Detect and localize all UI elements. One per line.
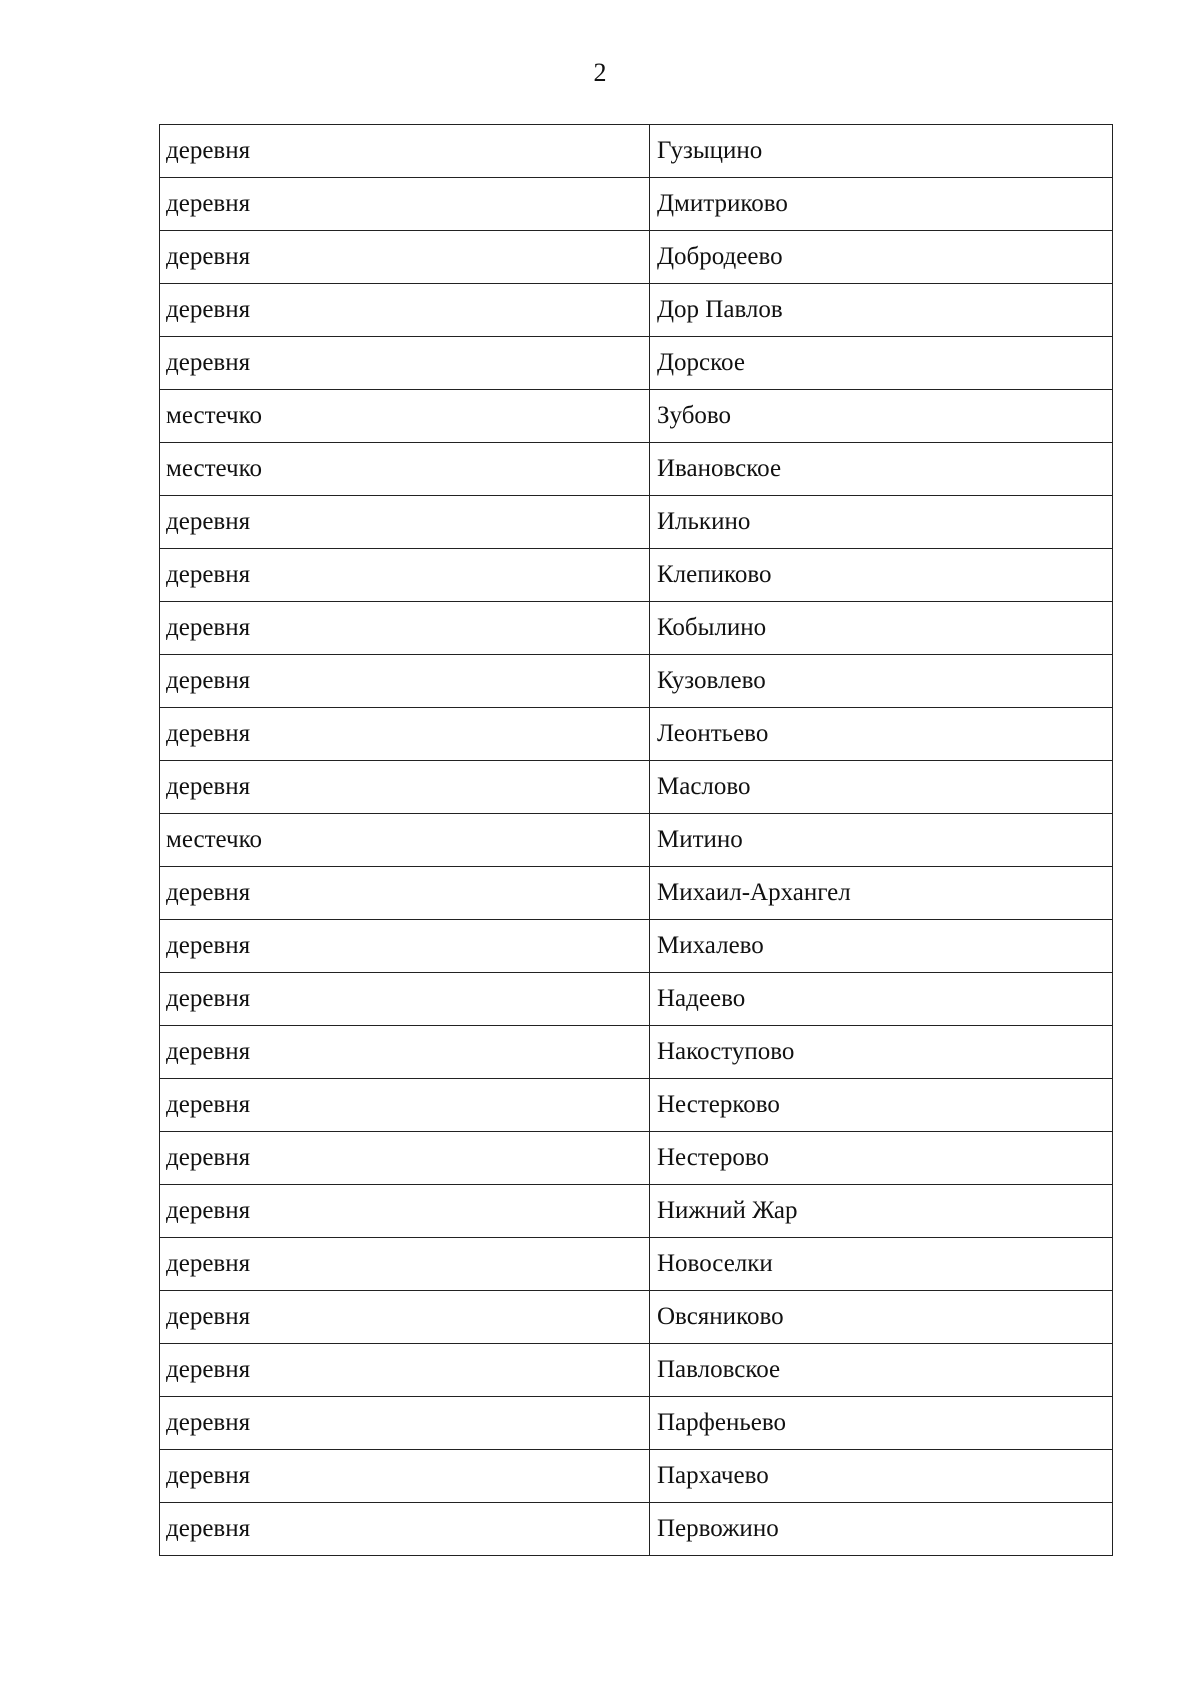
settlement-type-cell: деревня: [160, 1397, 650, 1450]
table-row: [160, 973, 1113, 1026]
settlement-name-cell: Накоступово: [650, 1026, 1113, 1079]
table-row: [160, 178, 1113, 231]
settlement-name-cell: Дорское: [650, 337, 1113, 390]
settlement-name-cell: Леонтьево: [650, 708, 1113, 761]
table-row: [160, 1238, 1113, 1291]
settlement-type-cell: деревня: [160, 231, 650, 284]
settlement-name-cell: Михаил-Архангел: [650, 867, 1113, 920]
settlements-table-body: [160, 125, 1113, 1556]
settlement-type-cell: деревня: [160, 1450, 650, 1503]
settlement-type-cell: местечко: [160, 443, 650, 496]
settlement-name-cell: Новоселки: [650, 1238, 1113, 1291]
settlement-name-cell: Михалево: [650, 920, 1113, 973]
table-row: [160, 1450, 1113, 1503]
table-row: [160, 1503, 1113, 1556]
table-row: [160, 602, 1113, 655]
settlements-table: [159, 124, 1113, 1556]
table-row: [160, 920, 1113, 973]
settlement-type-cell: деревня: [160, 920, 650, 973]
settlement-type-cell: местечко: [160, 814, 650, 867]
settlement-type-cell: деревня: [160, 284, 650, 337]
settlement-type-cell: деревня: [160, 602, 650, 655]
table-row: [160, 1291, 1113, 1344]
table-row: [160, 284, 1113, 337]
settlement-type-cell: деревня: [160, 1344, 650, 1397]
table-row: [160, 1026, 1113, 1079]
settlement-type-cell: деревня: [160, 496, 650, 549]
settlement-name-cell: Нестерово: [650, 1132, 1113, 1185]
table-row: [160, 390, 1113, 443]
settlement-type-cell: деревня: [160, 867, 650, 920]
settlement-type-cell: деревня: [160, 1185, 650, 1238]
page-number: 2: [593, 58, 607, 87]
table-row: [160, 231, 1113, 284]
table-row: [160, 761, 1113, 814]
settlement-type-cell: деревня: [160, 337, 650, 390]
settlement-name-cell: Пархачево: [650, 1450, 1113, 1503]
table-row: [160, 443, 1113, 496]
settlement-type-cell: деревня: [160, 549, 650, 602]
settlement-name-cell: Дор Павлов: [650, 284, 1113, 337]
settlement-name-cell: Добродеево: [650, 231, 1113, 284]
table-row: [160, 337, 1113, 390]
settlement-name-cell: Маслово: [650, 761, 1113, 814]
settlement-type-cell: деревня: [160, 1079, 650, 1132]
table-row: [160, 1344, 1113, 1397]
settlement-name-cell: Парфеньево: [650, 1397, 1113, 1450]
settlement-name-cell: Кобылино: [650, 602, 1113, 655]
settlement-name-cell: Клепиково: [650, 549, 1113, 602]
settlement-name-cell: Митино: [650, 814, 1113, 867]
settlement-type-cell: деревня: [160, 973, 650, 1026]
settlement-name-cell: Надеево: [650, 973, 1113, 1026]
table-row: [160, 1132, 1113, 1185]
table-row: [160, 125, 1113, 178]
settlement-name-cell: Первожино: [650, 1503, 1113, 1556]
table-row: [160, 1079, 1113, 1132]
table-row: [160, 814, 1113, 867]
settlement-name-cell: Овсяниково: [650, 1291, 1113, 1344]
settlement-type-cell: деревня: [160, 1503, 650, 1556]
settlement-name-cell: Кузовлево: [650, 655, 1113, 708]
settlement-name-cell: Нижний Жар: [650, 1185, 1113, 1238]
settlement-name-cell: Гузыцино: [650, 125, 1113, 178]
table-row: [160, 655, 1113, 708]
settlement-name-cell: Ивановское: [650, 443, 1113, 496]
table-row: [160, 708, 1113, 761]
settlement-type-cell: деревня: [160, 655, 650, 708]
table-row: [160, 1397, 1113, 1450]
settlement-name-cell: Зубово: [650, 390, 1113, 443]
settlement-type-cell: деревня: [160, 708, 650, 761]
settlement-name-cell: Павловское: [650, 1344, 1113, 1397]
settlement-type-cell: деревня: [160, 1026, 650, 1079]
settlement-type-cell: деревня: [160, 125, 650, 178]
settlement-type-cell: деревня: [160, 761, 650, 814]
table-row: [160, 549, 1113, 602]
settlement-type-cell: местечко: [160, 390, 650, 443]
settlement-type-cell: деревня: [160, 1132, 650, 1185]
settlement-type-cell: деревня: [160, 178, 650, 231]
settlement-name-cell: Нестерково: [650, 1079, 1113, 1132]
table-row: [160, 1185, 1113, 1238]
table-row: [160, 867, 1113, 920]
settlement-type-cell: деревня: [160, 1238, 650, 1291]
settlement-name-cell: Илькино: [650, 496, 1113, 549]
table-row: [160, 496, 1113, 549]
settlement-name-cell: Дмитриково: [650, 178, 1113, 231]
settlement-type-cell: деревня: [160, 1291, 650, 1344]
